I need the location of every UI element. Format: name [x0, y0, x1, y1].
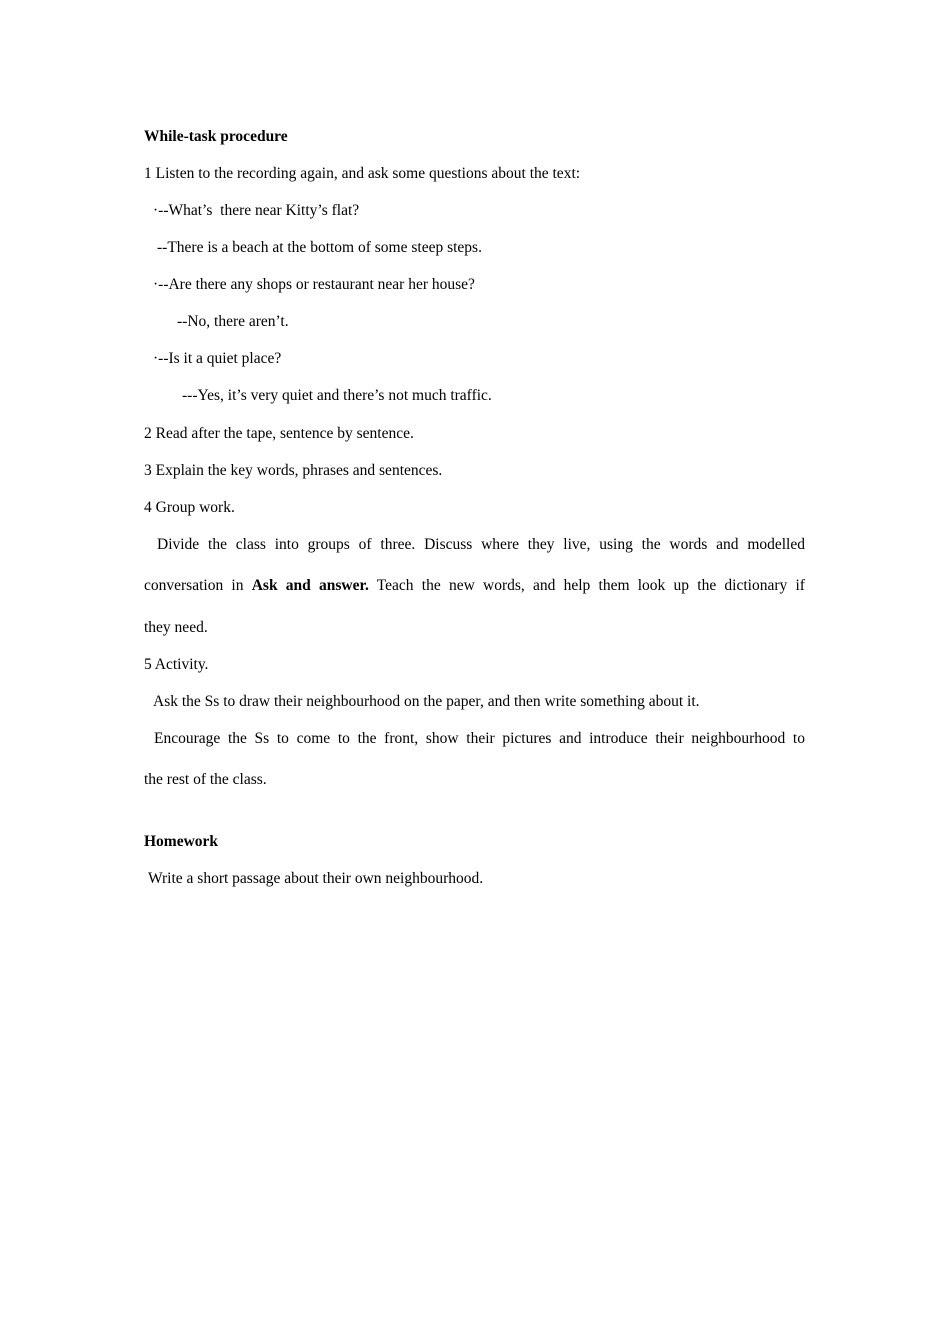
group-work-text-post: Teach the new words, and help them look up the dictionary if — [376, 577, 805, 594]
question-3: ·--Is it a quiet place? — [153, 350, 282, 367]
while-task-heading: While-task procedure — [144, 128, 288, 145]
step-2: 2 Read after the tape, sentence by sentence. — [144, 425, 414, 442]
activity-line-3: the rest of the class. — [144, 771, 267, 788]
step-3: 3 Explain the key words, phrases and sentences. — [144, 462, 443, 479]
ask-and-answer-bold: Ask and answer. — [251, 577, 369, 594]
group-work-line-2 — [144, 576, 805, 596]
answer-2: --No, there aren’t. — [177, 313, 289, 330]
group-work-line-3: they need. — [144, 619, 208, 636]
group-work-line-1: Divide the class into groups of three. Discuss where they live, using the words and modelled — [157, 536, 805, 553]
step-4: 4 Group work. — [144, 499, 235, 516]
step-1: 1 Listen to the recording again, and ask some questions about the text: — [144, 165, 581, 182]
homework-text: Write a short passage about their own neighbourhood. — [148, 870, 484, 887]
activity-line-1: Ask the Ss to draw their neighbourhood on the paper, and then write something about it. — [153, 693, 700, 710]
step-5: 5 Activity. — [144, 656, 209, 673]
question-1: ·--What’s there near Kitty’s flat? — [153, 202, 360, 219]
answer-1: --There is a beach at the bottom of some steep steps. — [157, 239, 482, 256]
activity-line-2: Encourage the Ss to come to the front, show their pictures and introduce their neighbourhood to — [154, 730, 805, 747]
question-2: ·--Are there any shops or restaurant near her house? — [153, 276, 475, 293]
answer-3: ---Yes, it’s very quiet and there’s not much traffic. — [182, 387, 492, 404]
group-work-text-pre: conversation in — [144, 577, 252, 594]
homework-heading: Homework — [144, 833, 219, 850]
